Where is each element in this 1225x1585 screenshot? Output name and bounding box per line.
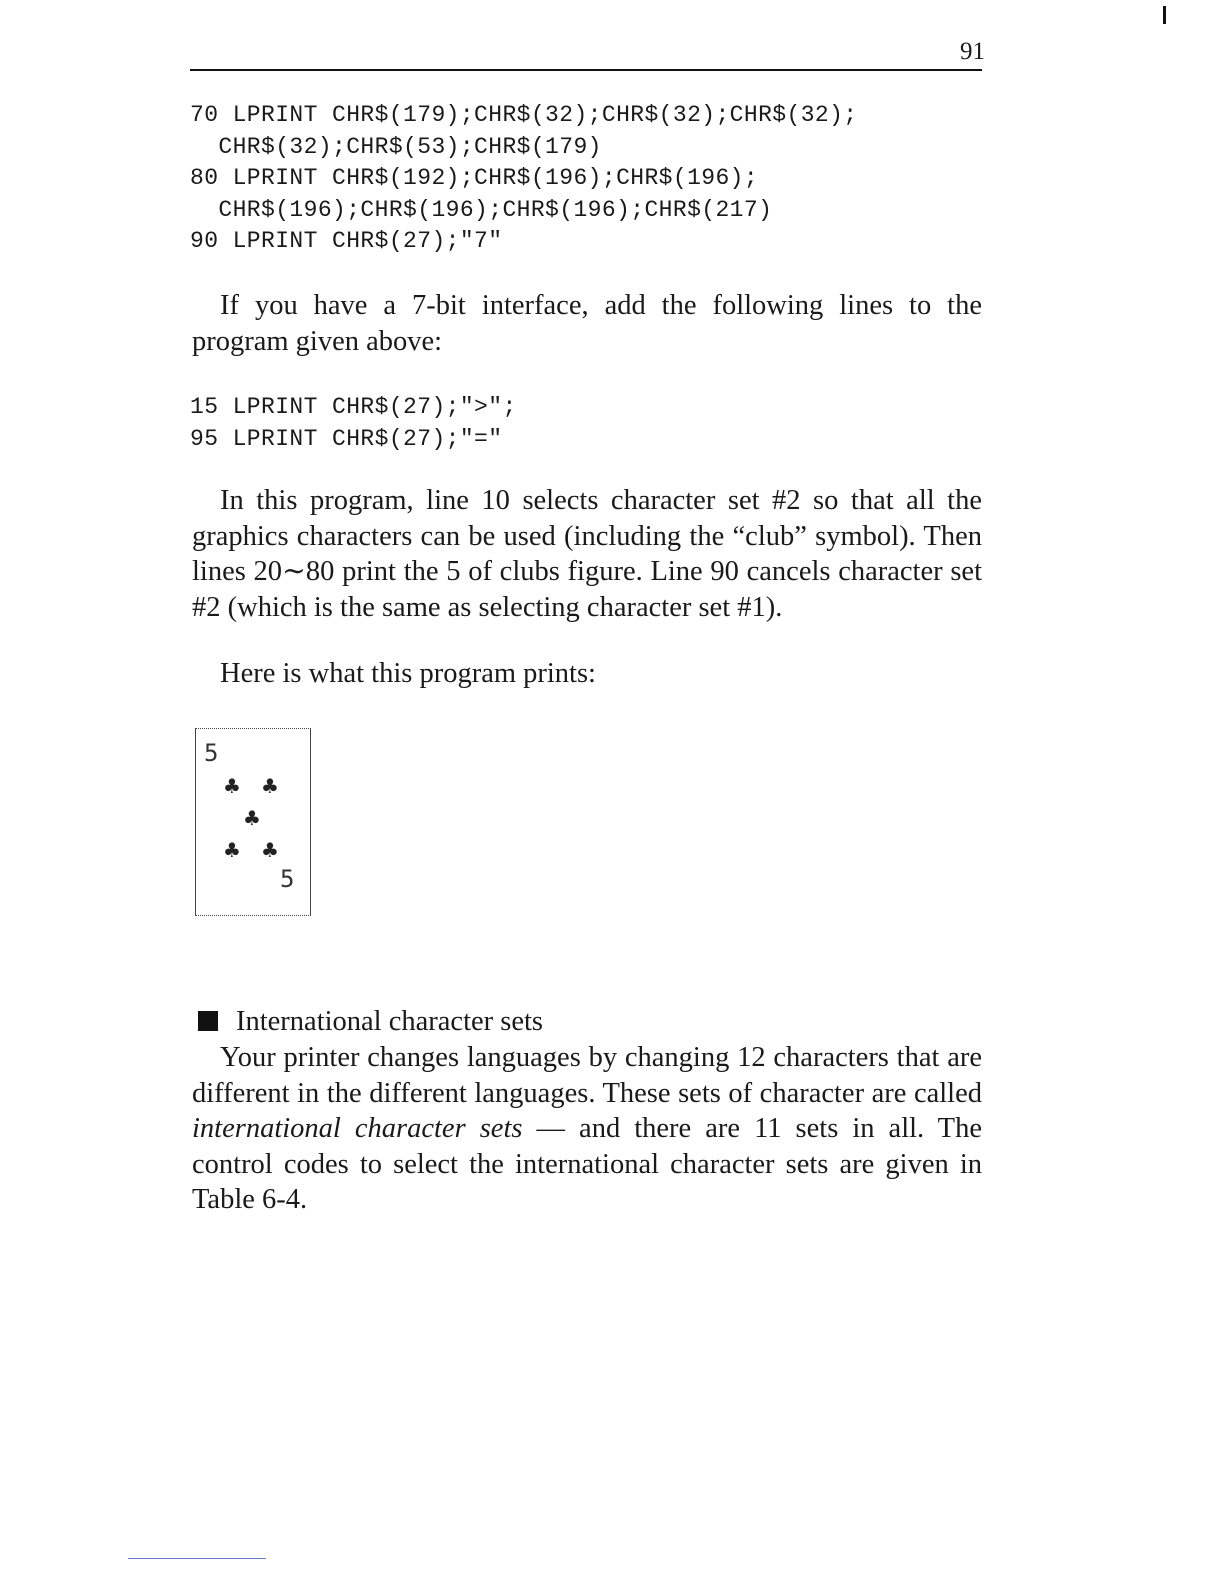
section-heading [198, 1004, 543, 1040]
club-icon: ♣ [261, 838, 279, 862]
card-rank-top: 5 [204, 739, 219, 767]
emphasis-term: international character sets [192, 1113, 523, 1144]
paragraph-7bit-note: If you have a 7-bit interface, add the following lines to the program given above: [192, 290, 982, 357]
paragraph-text: — and there are 11 sets in all. The control codes to select the international character sets are given in Table 6-4. [192, 1113, 982, 1215]
page-edge-mark [1163, 6, 1166, 24]
code-listing-7bit: 15 LPRINT CHR$(27);">"; 95 LPRINT CHR$(27);"=" [190, 394, 517, 452]
bottom-scan-line [128, 1558, 266, 1559]
code-listing: 70 LPRINT CHR$(179);CHR$(32);CHR$(32);CHR$(32); CHR$(32);CHR$(53);CHR$(179) 80 LPRINT CHR$(192);CHR$(196);CHR$(196); CHR$(196);CHR$(196);CHR$(196);CHR$(217) 90 LPRINT CHR$(27);"7" [190, 102, 858, 254]
club-icon: ♣ [261, 774, 279, 798]
club-icon: ♣ [243, 806, 261, 830]
club-icon: ♣ [223, 838, 241, 862]
printed-card-figure [195, 728, 311, 916]
square-bullet-icon [198, 1011, 218, 1031]
club-icon: ♣ [223, 774, 241, 798]
paragraph-international-sets [192, 1040, 982, 1218]
paragraph-printout-intro: Here is what this program prints: [220, 658, 596, 689]
section-heading-text: International character sets [236, 1006, 544, 1037]
paragraph-program-explanation: In this program, line 10 selects character set #2 so that all the graphics characters can be used (including the “club” symbol). Then lines 20∼80 print the 5 of clubs figure. Line 90 cancels character set #2 (which is the same as selecting character set #1). [192, 485, 982, 623]
page-number: 91 [960, 38, 985, 65]
card-rank-bottom: 5 [280, 865, 295, 893]
header-rule [190, 69, 982, 71]
paragraph-text: Your printer changes languages by changing 12 characters that are different in the different languages. These sets of character are called [192, 1042, 982, 1109]
